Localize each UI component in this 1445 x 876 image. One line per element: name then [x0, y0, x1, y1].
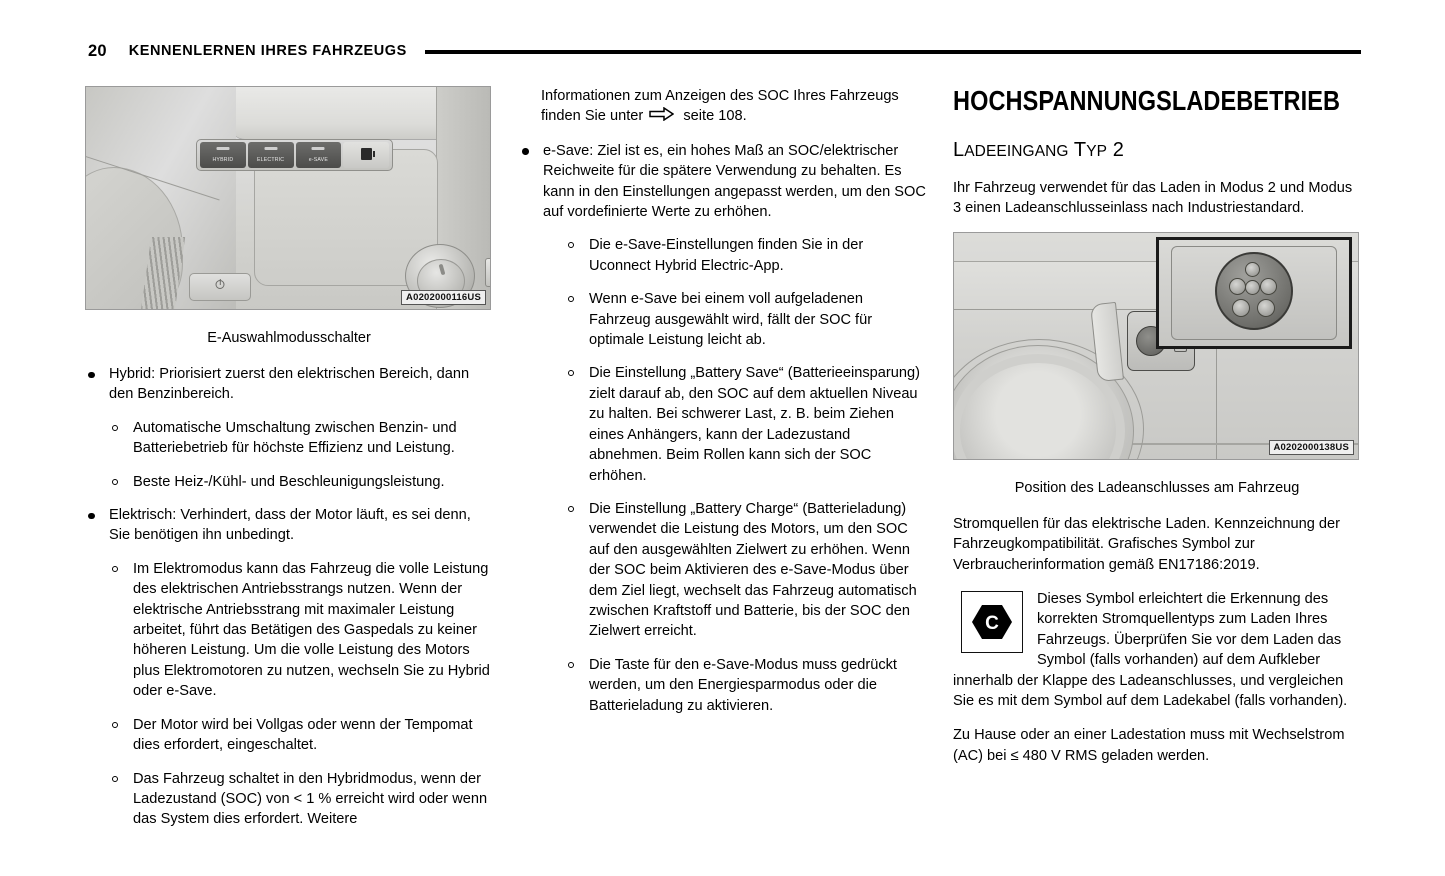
subtitle-word-2: YP [1086, 143, 1108, 160]
subtitle-word-1: ADEEINGANG [964, 143, 1069, 160]
closing-paragraph: Zu Hause oder an einer Ladestation muss mit Wechselstrom (AC) bei ≤ 480 V RMS geladen werden. [953, 727, 1345, 764]
list-item: Automatische Umschaltung zwischen Benzin- und Batteriebetrieb für höchste Effizienz und Leistung. [109, 418, 493, 459]
list-item [519, 141, 927, 716]
figure-charge-port-location [953, 232, 1359, 460]
fuel-pump-icon [361, 148, 372, 160]
list-item: Wenn e-Save bei einem voll aufgeladenen Fahrzeug ausgewählt wird, fällt der SOC für optimale Leistung leicht ab. [565, 289, 927, 350]
subtitle-cap-2: T [1073, 139, 1087, 161]
header-rule [425, 50, 1361, 54]
column-left [85, 86, 493, 843]
list-item: Die Einstellung „Battery Charge“ (Batterieladung) verwendet die Leistung des Motors, um den SOC auf den ausgewählten Zielwert zu erhöhen. Wenn der SOC beim Aktivieren des e-Save-Modus über dem Ziel liegt, wechselt das Fahrzeug automatisch zwischen Kraftstoff und Batterie, bis der SOC den Zielwert erreicht. [565, 499, 927, 642]
continuation-text-after: seite 108. [683, 108, 747, 125]
column-middle [519, 86, 927, 716]
bullet-text: Hybrid: Priorisiert zuerst den elektrischen Bereich, dann den Benzinbereich. [109, 366, 470, 403]
list-item [85, 505, 493, 830]
left-bullet-list [85, 364, 493, 830]
subtitle-cap-1: L [953, 139, 965, 161]
middle-bullet-list [519, 141, 927, 716]
electric-button-label: ELECTRIC [256, 157, 285, 163]
page-header [88, 38, 1361, 64]
intro-paragraph: Ihr Fahrzeug verwendet für das Laden in Modus 2 und Modus 3 einen Ladeanschlusseinlass nach Industriestandard. [953, 180, 1353, 217]
e-mode-button-row [196, 139, 393, 171]
svg-text:C: C [985, 613, 999, 635]
power-icon [216, 280, 225, 289]
symbol-info-block [953, 589, 1361, 711]
bullet-text: Elektrisch: Verhindert, dass der Motor läuft, es sei denn, Sie benötigen ihn unbedingt. [109, 507, 471, 544]
page-number: 20 [88, 41, 107, 60]
type2-connector [1215, 252, 1293, 330]
fuel-door-button [343, 142, 389, 168]
list-item: Die e-Save-Einstellungen finden Sie in der Uconnect Hybrid Electric-App. [565, 235, 927, 276]
hood-release [189, 273, 251, 301]
charge-port-detail-inset [1156, 237, 1352, 349]
dash-illustration [86, 87, 490, 309]
continuation-text-before: Informationen zum Anzeigen des SOC Ihres Fahrzeugs finden Sie unter [541, 88, 899, 125]
hybrid-button-label: HYBRID [212, 157, 234, 163]
page-reference-arrow-icon [649, 107, 674, 127]
sub-list [565, 235, 927, 716]
list-item: Die Taste für den e-Save-Modus muss gedrückt werden, um den Energiesparmodus oder die Batterieladung zu aktivieren. [565, 655, 927, 716]
dimmer-slider-1 [485, 258, 491, 287]
list-item: Beste Heiz-/Kühl- und Beschleunigungsleistung. [109, 472, 493, 492]
list-item: Das Fahrzeug schaltet in den Hybridmodus, wenn der Ladezustand (SOC) von < 1 % erreicht wird oder wenn das System dies erfordert. Weitere [109, 769, 493, 830]
ev-compatibility-symbol-box [961, 591, 1023, 653]
esave-button [296, 142, 342, 168]
list-item: Im Elektromodus kann das Fahrzeug die volle Leistung des elektrischen Antriebsstrangs nutzen. Wenn der elektrische Antriebsstrang mit maximaler Leistung arbeitet, führt das Betätigen des Gaspedals zu keiner höheren Leistung. Um die volle Leistung des Motors plus Elektromotoren zu nutzen, wechseln Sie zu Hybrid oder e-Save. [109, 559, 493, 702]
continuation-paragraph [541, 86, 927, 128]
list-item [85, 364, 493, 492]
figure-e-mode-switch [85, 86, 491, 310]
page-title: HOCHSPANNUNGSLADEBETRIEB [953, 85, 1341, 116]
column-right [953, 86, 1361, 779]
figure-caption: Position des Ladeanschlusses am Fahrzeug [1014, 479, 1300, 496]
list-item: Der Motor wird bei Vollgas oder wenn der Tempomat dies erfordert, eingeschaltet. [109, 715, 493, 756]
figure-caption: E-Auswahlmodusschalter [207, 330, 371, 346]
hybrid-button [200, 142, 246, 168]
vehicle-illustration [954, 233, 1358, 459]
symbol-description: Dieses Symbol erleichtert die Erkennung des korrekten Stromquellentyps zum Laden Ihres Fahrzeugs. Überprüfen Sie vor dem Laden das Symbol (falls vorhanden) auf dem Aufkleber innerhalb der Klappe des Ladeanschlusses, und vergleichen Sie es mit dem Symbol auf dem Ladekabel (falls vorhanden). [953, 591, 1348, 710]
hexagon-c-icon [971, 603, 1013, 641]
figure-id-label: A0202000116US [401, 290, 486, 305]
section-title: KENNENLERNEN IHRES FAHRZEUGS [128, 42, 407, 59]
sub-list [109, 559, 493, 830]
electric-button [248, 142, 294, 168]
subsection-title [953, 138, 1361, 164]
subtitle-number: 2 [1112, 139, 1125, 161]
esave-button-label: e-SAVE [308, 157, 329, 163]
bullet-text: e-Save: Ziel ist es, ein hohes Maß an SOC/elektrischer Reichweite für die spätere Verwendung zu behalten. Es kann in den Einstellungen angepasst werden, um den SOC auf vordefinierte Werte zu erhöhen. [543, 142, 926, 221]
sub-list [109, 418, 493, 492]
figure-id-label: A0202000138US [1269, 440, 1355, 455]
standards-paragraph: Stromquellen für das elektrische Laden. Kennzeichnung der Fahrzeugkompatibilität. Grafisches Symbol zur Verbraucherinformation gemäß EN17186:2019. [953, 515, 1340, 573]
list-item: Die Einstellung „Battery Save“ (Batterieeinsparung) zielt darauf ab, den SOC auf dem aktuellen Niveau zu halten. Bei schwerer Last, z. B. beim Ziehen eines Anhängers, kann der Ladezustand abnehmen. Beim Rollen kann sich der SOC erhöhen. [565, 363, 927, 485]
